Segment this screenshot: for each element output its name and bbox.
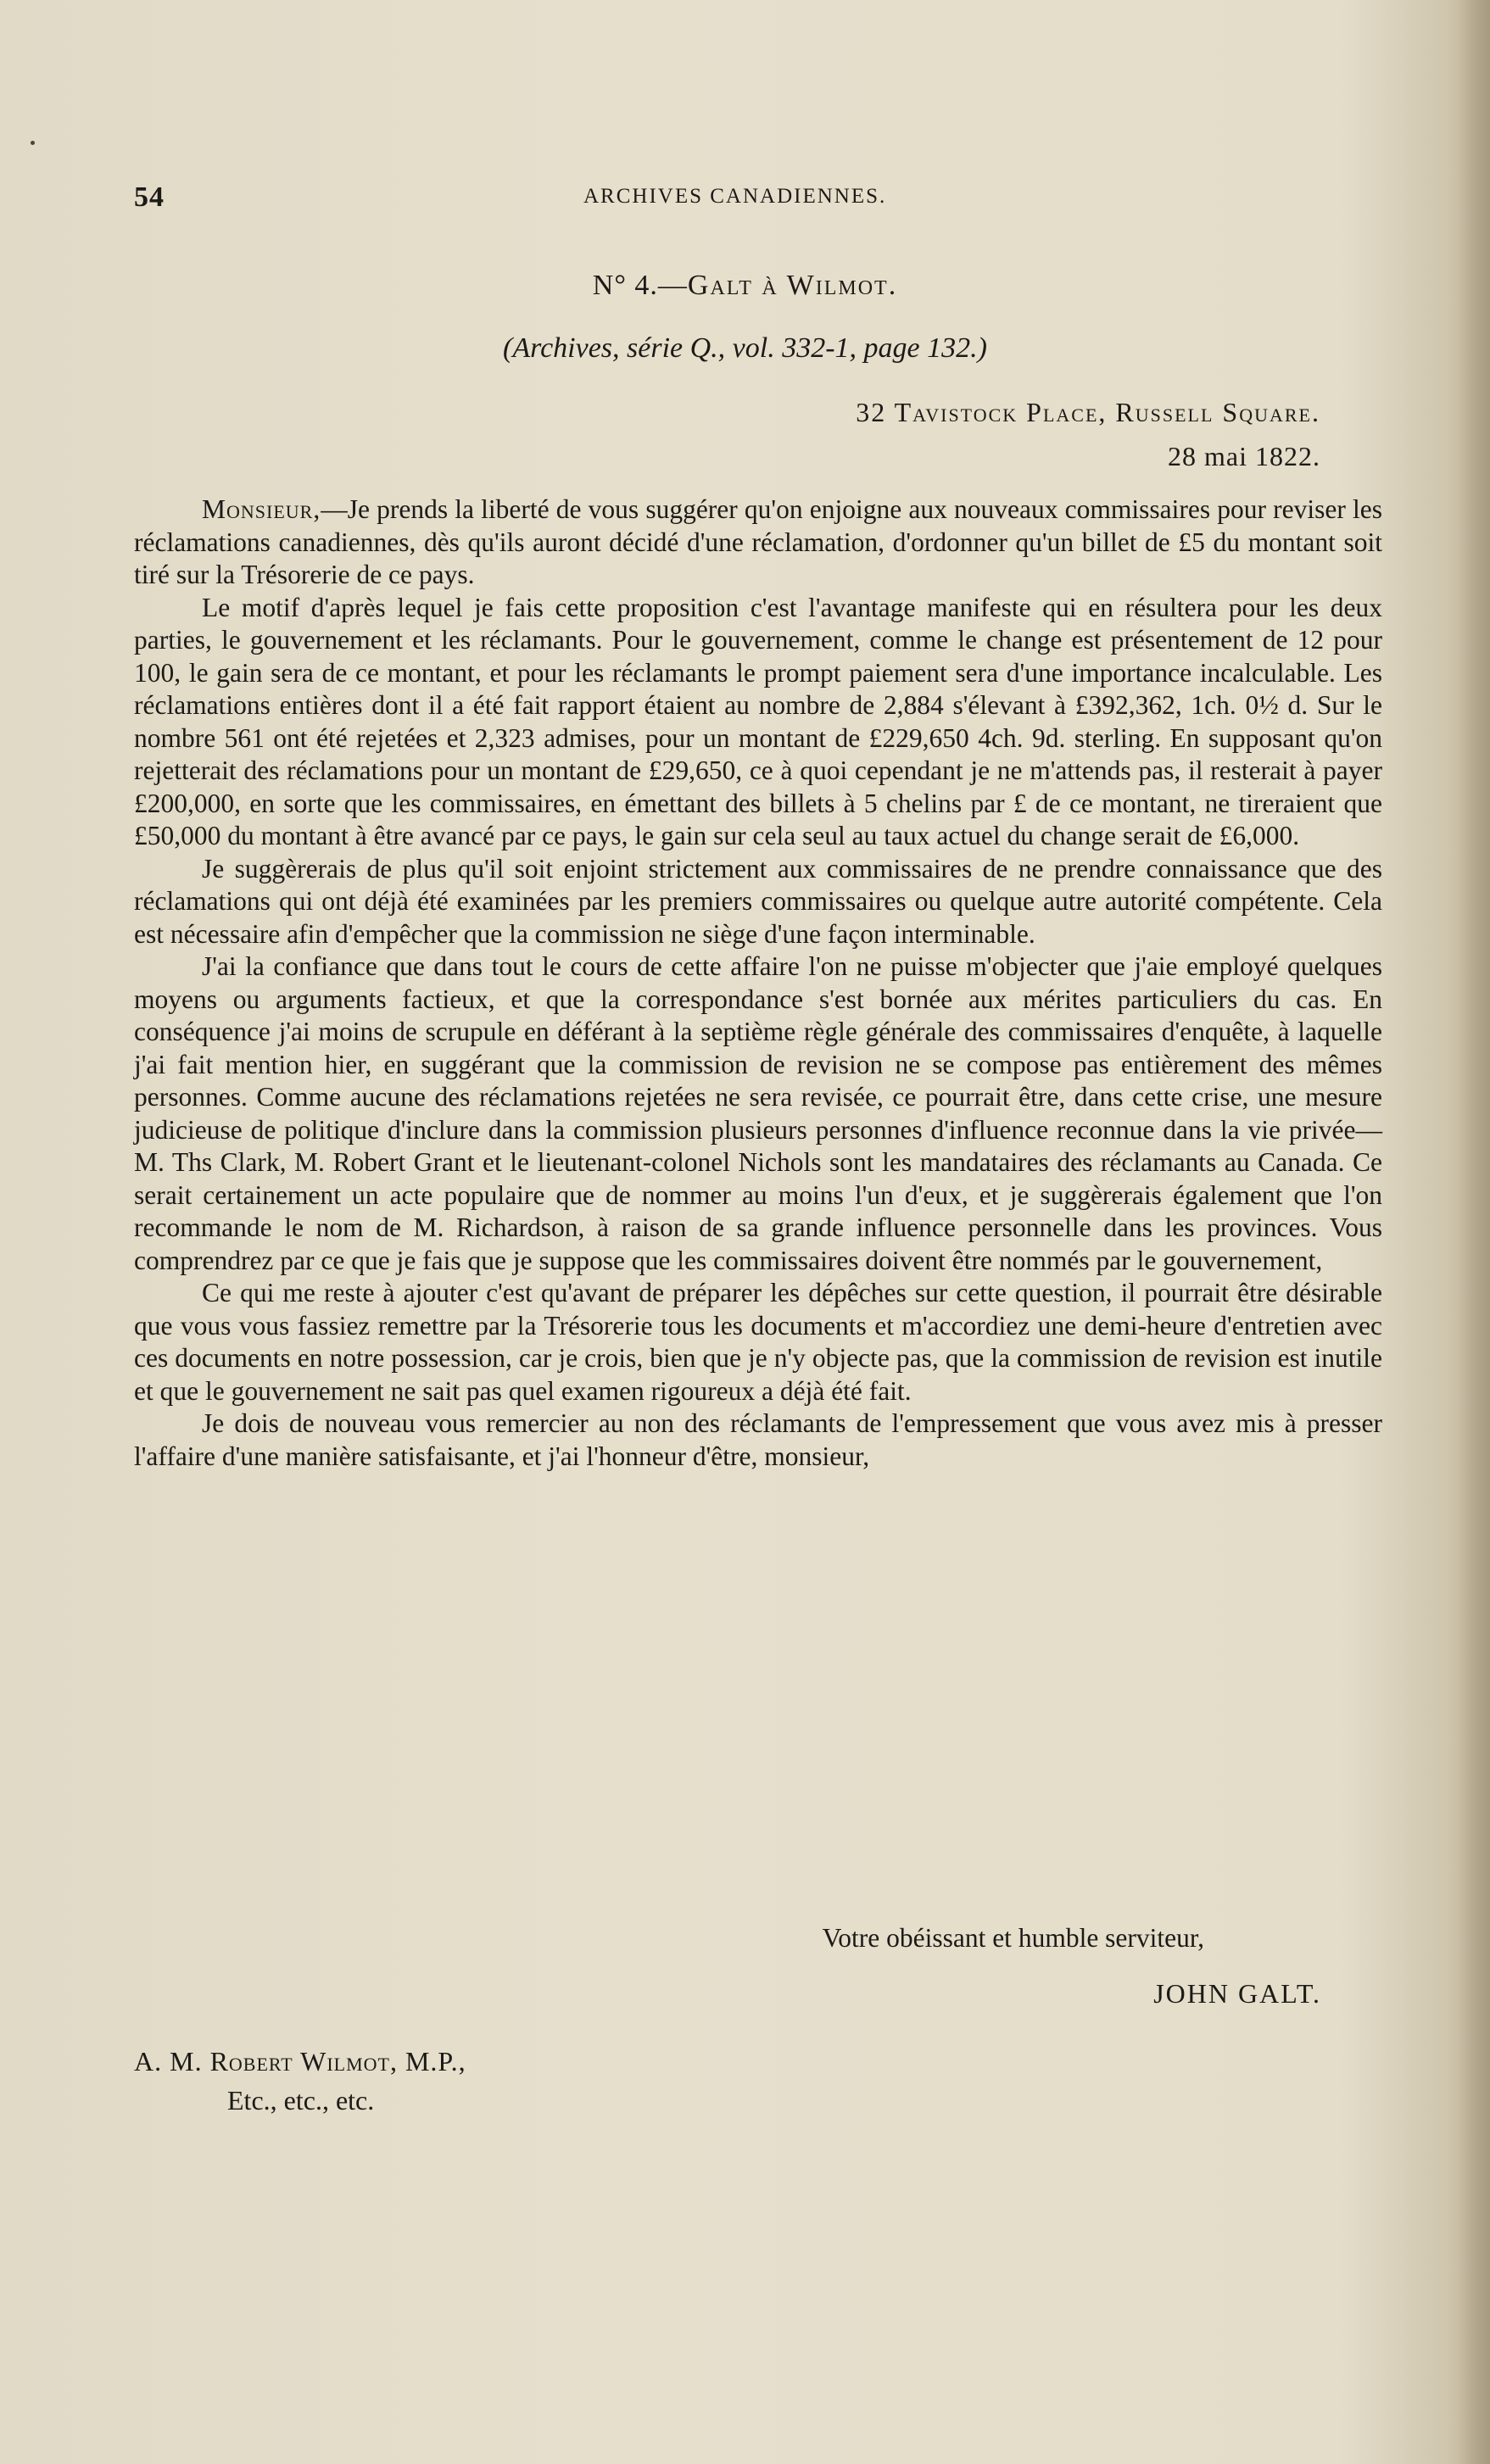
paragraph-5: Ce qui me reste à ajouter c'est qu'avant de préparer les dépêches sur cette question, il pourrait être désirable que vous vous fassiez remettre par la Trésorerie tous les documents et m'accordiez une demi-heure d'entretien avec ces documents en notre possession, car je crois, bien que je n'y objecte pas, que la commission de revision est inutile et que le gouvernement ne sait pas quel examen rigoureux a déjà été fait. <box>134 1278 1382 1406</box>
page-number: 54 <box>134 181 165 213</box>
recipient-name: A. M. Robert Wilmot, M.P., <box>134 2046 466 2077</box>
archive-source: (Archives, série Q., vol. 332-1, page 132.) <box>503 332 987 364</box>
letter-title-number: N° 4.— <box>592 270 688 301</box>
letter-title <box>0 270 1490 302</box>
paragraph-1-text: —Je prends la liberté de vous suggérer qu'on enjoigne aux nouveaux commissaires pour reviser les réclamations canadiennes, dès qu'ils auront décidé d'une réclamation, d'ordonner qu'un billet de £5 du montant soit tiré sur la Trésorerie de ce pays. <box>134 494 1382 589</box>
salutation: Monsieur, <box>202 494 321 524</box>
paragraph-2: Le motif d'après lequel je fais cette proposition c'est l'avantage manifeste qui en résultera pour les deux parties, le gouvernement et les réclamants. Pour le gouvernement, comme le change est présentement de 12 pour 100, le gain sera de ce montant, et pour les réclamants le prompt paiement sera d'une importance incalculable. Les réclamations entières dont il a été fait rapport étaient au nombre de 2,884 s'élevant à £392,362, 1ch. 0½ d. Sur le nombre 561 ont été rejetées et 2,323 admises, pour un montant de £229,650 4ch. 9d. sterling. En supposant qu'on rejetterait des réclamations pour un montant de £29,650, ce à quoi cependant je ne m'attends pas, il resterait à payer £200,000, en sorte que les commissaires, en émettant des billets à 5 chelins par £ de ce montant, ne tireraient que £50,000 du montant à être avancé par ce pays, le gain sur cela seul au taux actuel du change serait de £6,000. <box>134 592 1382 850</box>
paragraph-1 <box>134 493 1382 592</box>
signature: JOHN GALT. <box>1153 1978 1321 2009</box>
letter-body <box>134 493 1382 1473</box>
closing-line: Votre obéissant et humble serviteur, <box>822 1923 1204 1953</box>
recipient-etc: Etc., etc., etc. <box>227 2085 375 2116</box>
paragraph-6: Je dois de nouveau vous remercier au non des réclamants de l'empressement que vous avez mis à presser l'affaire d'une manière satisfaisante, et j'ai l'honneur d'être, monsieur, <box>134 1408 1382 1471</box>
running-head: ARCHIVES CANADIENNES. <box>583 185 887 208</box>
sender-address: 32 Tavistock Place, Russell Square. <box>856 397 1320 427</box>
letter-date: 28 mai 1822. <box>1168 441 1320 471</box>
page-header <box>134 181 1398 215</box>
page-edge-shadow <box>1458 0 1490 2464</box>
paper-speck <box>31 141 35 145</box>
letter-title-names: Galt à Wilmot. <box>687 270 898 301</box>
paragraph-3: Je suggèrerais de plus qu'il soit enjoint strictement aux commissaires de ne prendre connaissance que des réclamations qui ont déjà été examinées par les premiers commissaires ou quelque autre autorité compétente. Cela est nécessaire afin d'empêcher que la commission ne siège d'une façon interminable. <box>134 853 1382 949</box>
recipient-block <box>134 2042 466 2120</box>
paragraph-4: J'ai la confiance que dans tout le cours de cette affaire l'on ne puisse m'objecter que j'aie employé quelques moyens ou arguments factieux, et que la correspondance s'est bornée aux mérites particuliers du cas. En conséquence j'ai moins de scrupule en déférant à la septième règle générale des commissaires d'enquête, à laquelle j'ai fait mention hier, en suggérant que la commission de revision ne se compose pas entièrement des mêmes personnes. Comme aucune des réclamations rejetées ne sera revisée, ce pourrait être, dans cette crise, une mesure judicieuse de politique d'inclure dans la commission plusieurs personnes d'influence reconnue dans la vie privée—M. Ths Clark, M. Robert Grant et le lieutenant-colonel Nichols sont les mandataires des réclamants au Canada. Ce serait certainement un acte populaire que de nommer au moins l'un d'eux, et je suggèrerais également que l'on recommande le nom de M. Richardson, à raison de sa grande influence personnelle dans les provinces. Vous comprendrez par ce que je fais que je suppose que les commissaires doivent être nommés par le gouvernement, <box>134 951 1382 1275</box>
